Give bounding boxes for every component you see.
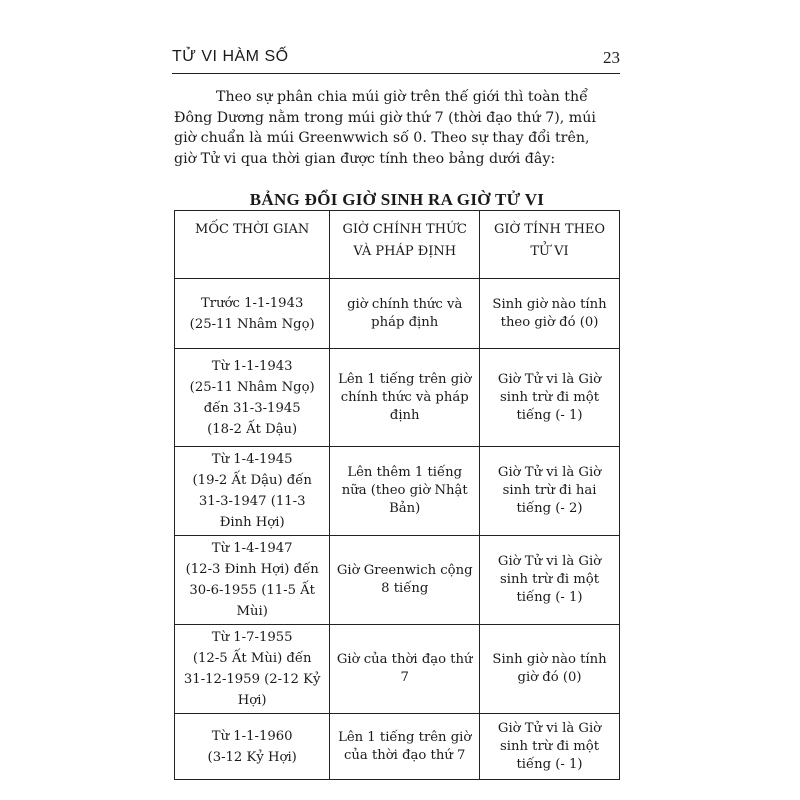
header-cell-period — [175, 211, 330, 279]
cell-line: sinh trừ đi hai — [502, 483, 597, 498]
cell-line: Từ 1-1-1960 — [211, 728, 293, 744]
cell-line: chính thức và pháp — [340, 389, 469, 405]
header-cell-official — [330, 211, 480, 279]
paragraph-line: Theo sự phân chia múi giờ trên thế giới thì toàn thể — [216, 89, 588, 105]
intro-paragraph — [174, 87, 620, 169]
paragraph-line: giờ chuẩn là múi Greenwwich số 0. Theo sự thay đổi trên, — [174, 130, 590, 146]
cell-line: theo giờ đó (0) — [500, 314, 599, 330]
cell-line: Giờ Tử vi là Giờ — [497, 371, 602, 387]
paragraph-line: Đông Dương nằm trong múi giờ thứ 7 (thời đạo thứ 7), múi — [174, 109, 596, 126]
header-rule — [172, 73, 620, 74]
cell-line: Hợi) — [237, 693, 267, 708]
cell-line: Từ 1-1-1943 — [211, 358, 293, 374]
cell-line: sinh trừ đi một — [500, 738, 600, 754]
period-cell — [175, 714, 330, 780]
cell-line: Mùi) — [236, 604, 268, 619]
tuvi-cell — [480, 714, 620, 780]
header-cell-tuvi — [480, 211, 620, 279]
cell-line: Sinh giờ nào tính — [492, 652, 607, 667]
official-cell — [330, 279, 480, 349]
table-row — [175, 536, 620, 625]
cell-line: Đinh Hợi) — [219, 515, 285, 530]
cell-line: Từ 1-4-1947 — [211, 541, 293, 556]
official-cell — [330, 447, 480, 536]
page-header — [172, 46, 620, 72]
cell-line: (19-2 Ất Dậu) đến — [192, 473, 312, 488]
official-cell — [330, 349, 480, 447]
cell-line: (25-11 Nhâm Ngọ) — [189, 316, 315, 332]
cell-line: Giờ Tử vi là Giờ — [497, 465, 602, 480]
cell-line: Lên thêm 1 tiếng — [347, 465, 463, 480]
period-cell — [175, 447, 330, 536]
tuvi-cell — [480, 349, 620, 447]
period-cell — [175, 279, 330, 349]
cell-line: tiếng (- 2) — [516, 501, 583, 516]
cell-line: Trước 1-1-1943 — [200, 295, 304, 311]
tuvi-cell — [480, 536, 620, 625]
cell-line: Giờ Greenwich cộng — [336, 563, 473, 578]
cell-line: Giờ của thời đạo thứ — [336, 652, 473, 667]
table-title: BẢNG ĐỔI GIỜ SINH RA GIỜ TỬ VI — [249, 190, 545, 209]
official-cell — [330, 714, 480, 780]
cell-line: tiếng (- 1) — [516, 756, 583, 772]
cell-line: sinh trừ đi một — [500, 389, 600, 405]
cell-line: (25-11 Nhâm Ngọ) — [189, 379, 315, 395]
cell-line: sinh trừ đi một — [500, 572, 600, 587]
cell-line: 30-6-1955 (11-5 Ất — [189, 583, 315, 598]
cell-line: tiếng (- 1) — [516, 407, 583, 423]
cell-line: (12-3 Đinh Hợi) đến — [185, 562, 319, 577]
table-header-row — [175, 211, 620, 279]
conversion-table — [174, 210, 620, 780]
paragraph-line: giờ Tử vi qua thời gian được tính theo bảng dưới đây: — [174, 150, 556, 167]
cell-line: giờ đó (0) — [517, 670, 582, 685]
period-cell — [175, 349, 330, 447]
table-row — [175, 349, 620, 447]
cell-line: 31-12-1959 (2-12 Kỷ — [183, 672, 321, 687]
cell-line: Bản) — [389, 501, 421, 516]
cell-line: pháp định — [371, 314, 439, 330]
cell-line: 8 tiếng — [381, 581, 429, 596]
period-cell — [175, 536, 330, 625]
running-title: TỬ VI HÀM SỐ — [172, 48, 289, 65]
cell-line: Giờ Tử vi là Giờ — [497, 554, 602, 569]
table-row — [175, 279, 620, 349]
tuvi-cell — [480, 625, 620, 714]
table-row — [175, 625, 620, 714]
cell-line: GIỜ TÍNH THEO — [493, 222, 606, 237]
official-cell — [330, 536, 480, 625]
table-row — [175, 714, 620, 780]
cell-line: tiếng (- 1) — [516, 590, 583, 605]
cell-line: định — [389, 407, 420, 423]
tuvi-cell — [480, 279, 620, 349]
period-cell — [175, 625, 330, 714]
cell-line: 31-3-1947 (11-3 — [198, 494, 306, 509]
cell-line: Sinh giờ nào tính — [492, 296, 607, 312]
table-row — [175, 447, 620, 536]
cell-line: 7 — [400, 670, 409, 685]
tuvi-cell — [480, 447, 620, 536]
cell-line: TỬ VI — [530, 244, 569, 259]
cell-line: Từ 1-4-1945 — [211, 452, 293, 467]
cell-line: (12-5 Ất Mùi) đến — [192, 651, 312, 666]
cell-line: Lên 1 tiếng trên giờ — [338, 371, 472, 387]
cell-line: nữa (theo giờ Nhật — [341, 483, 468, 498]
cell-line: (18-2 Ất Dậu) — [207, 421, 298, 437]
cell-line: (3-12 Kỷ Hợi) — [207, 749, 297, 765]
official-cell — [330, 625, 480, 714]
page-number: 23 — [603, 48, 620, 67]
cell-line: GIỜ CHÍNH THỨC — [342, 222, 467, 237]
cell-line: VÀ PHÁP ĐỊNH — [353, 244, 457, 259]
cell-line: Lên 1 tiếng trên giờ — [338, 729, 472, 745]
cell-line: Từ 1-7-1955 — [211, 630, 293, 645]
cell-line: MỐC THỜI GIAN — [195, 222, 310, 237]
cell-line: Giờ Tử vi là Giờ — [497, 720, 602, 736]
cell-line: giờ chính thức và — [347, 296, 463, 312]
cell-line: của thời đạo thứ 7 — [344, 747, 466, 763]
cell-line: đến 31-3-1945 — [203, 400, 301, 416]
